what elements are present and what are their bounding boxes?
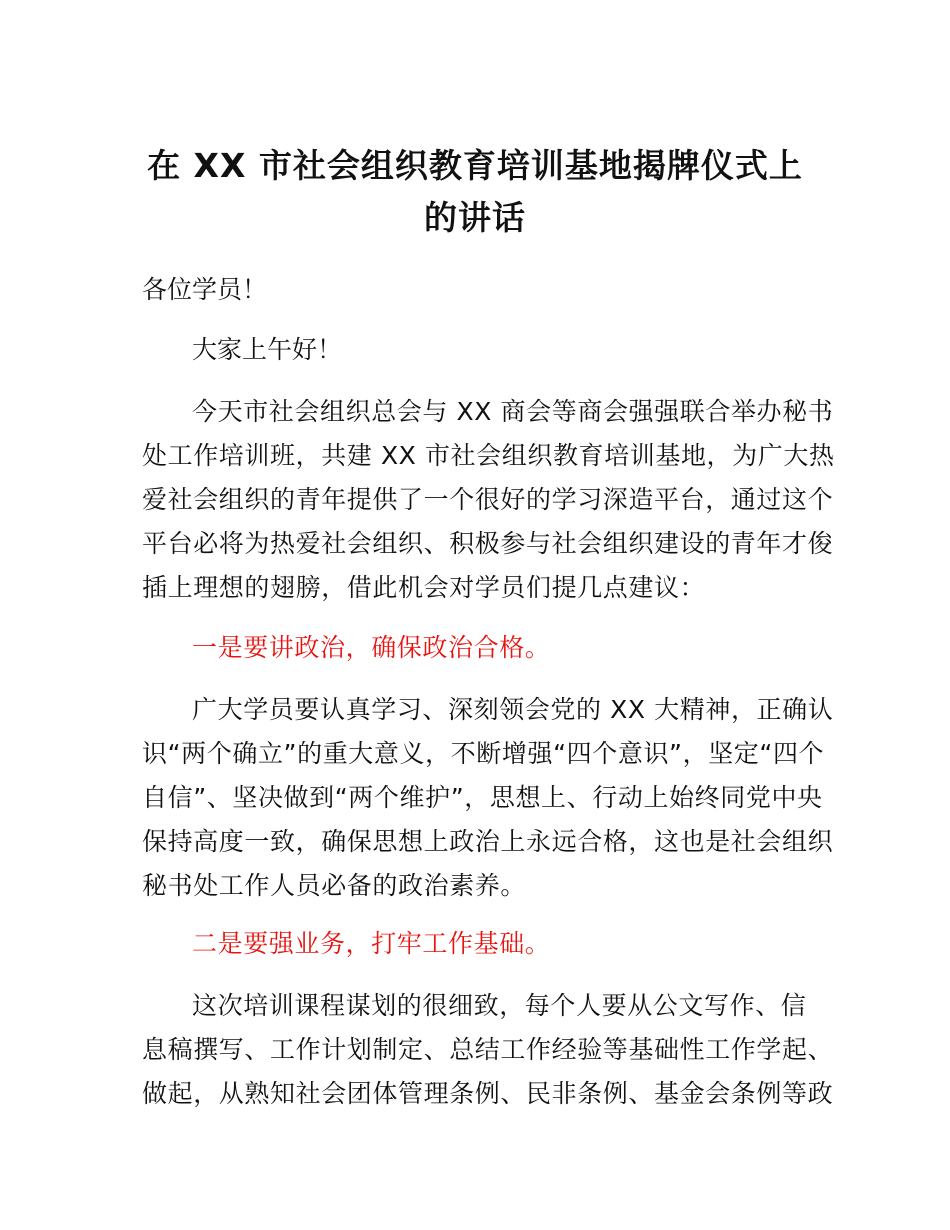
paragraph-1-line: 爱社会组织的青年提供了一个很好的学习深造平台，通过这个 [142,485,834,514]
paragraph-2-line: 秘书处工作人员必备的政治素养。 [142,871,527,900]
paragraph-1-line: 平台必将为热爱社会组织、积极参与社会组织建设的青年才俊 [142,529,834,558]
paragraph-1-line: 今天市社会组织总会与 XX 商会等商会强强联合举办秘书 [192,397,834,426]
paragraph-2-line: 广大学员要认真学习、深刻领会党的 XX 大精神，正确认 [192,695,834,724]
salutation: 各位学员！ [142,275,268,304]
paragraph-1-line: 处工作培训班，共建 XX 市社会组织教育培训基地，为广大热 [142,441,835,470]
section-heading-1: 一是要讲政治，确保政治合格。 [192,633,551,662]
paragraph-3-line: 息稿撰写、工作计划制定、总结工作经验等基础性工作学起、 [142,1035,834,1064]
document-title-line-2: 的讲话 [424,198,526,237]
section-heading-2: 二是要强业务，打牢工作基础。 [192,929,551,958]
paragraph-2-line: 自信”、坚决做到“两个维护”，思想上、行动上始终同党中央 [142,783,823,812]
greeting: 大家上午好！ [192,335,343,364]
paragraph-3-line: 这次培训课程谋划的很细致，每个人要从公文写作、信 [192,991,807,1020]
paragraph-1-line: 插上理想的翅膀，借此机会对学员们提几点建议： [142,573,706,602]
paragraph-2-line: 识“两个确立”的重大意义，不断增强“四个意识”，坚定“四个 [142,739,825,768]
paragraph-3-line: 做起，从熟知社会团体管理条例、民非条例、基金会条例等政 [142,1079,834,1108]
document-title-line-1: 在 XX 市社会组织教育培训基地揭牌仪式上 [147,146,803,185]
paragraph-2-line: 保持高度一致，确保思想上政治上永远合格，这也是社会组织 [142,827,834,856]
